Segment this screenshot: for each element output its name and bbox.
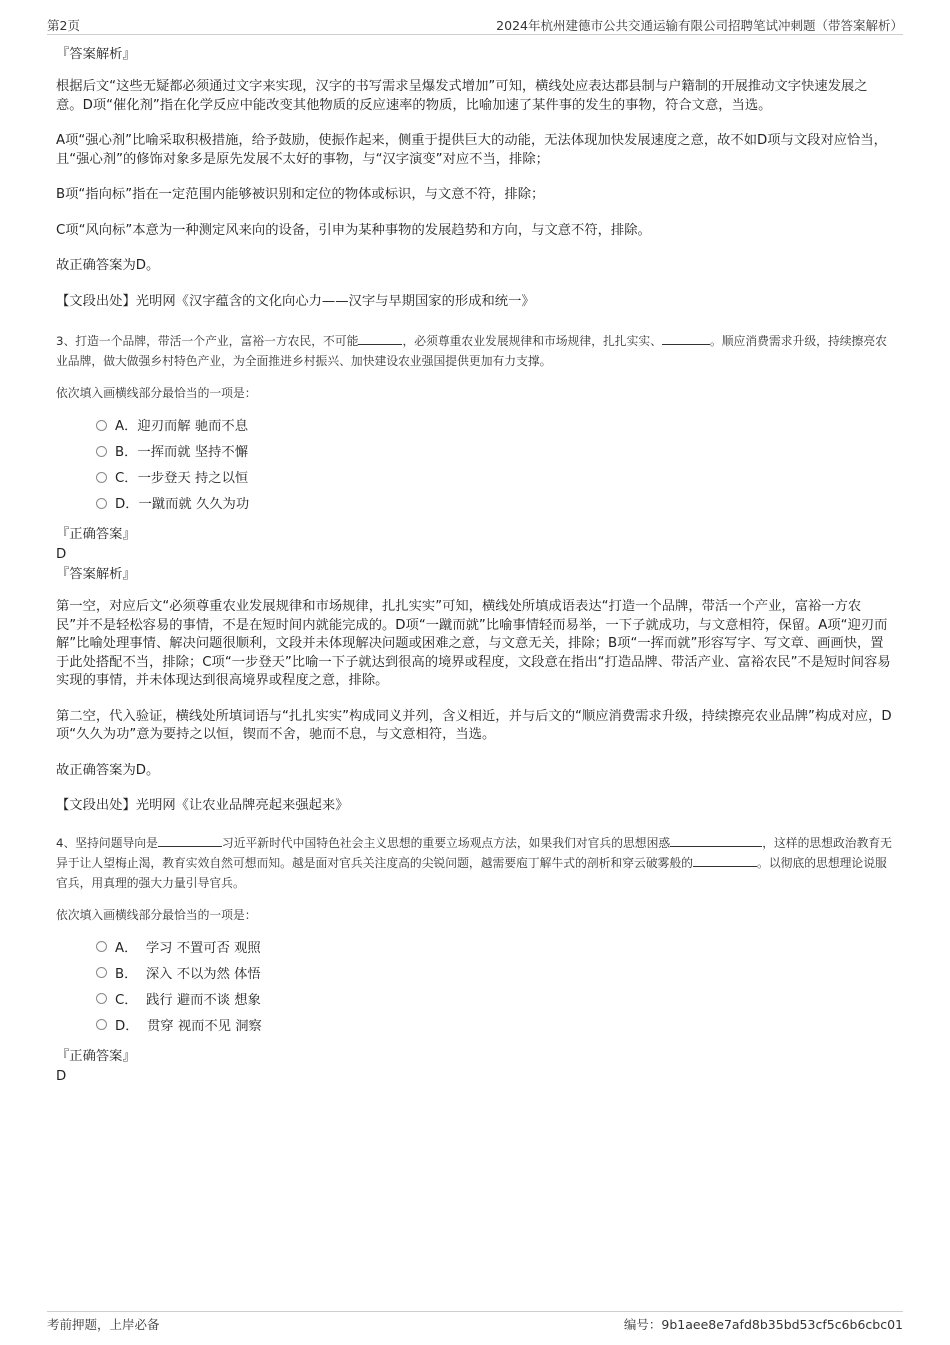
radio-icon[interactable] (96, 967, 107, 978)
q4-blank-1 (158, 834, 222, 847)
page-header (47, 14, 903, 35)
q3-option-a[interactable]: A．迎刃而解 驰而不息 (96, 414, 894, 440)
radio-icon[interactable] (96, 941, 107, 952)
radio-icon[interactable] (96, 498, 107, 509)
page-footer (47, 1311, 903, 1334)
q3-stem: 3、打造一个品牌，带活一个产业，富裕一方农民，不可能 ，必须尊重农业发展规律和市场规律，扎扎实实、 。顺应消费需求升级，持续擦亮农业品牌，做大做强乡村特色产业，为全面推进乡村振兴、加快建设农业强国提供更加有力支撑。 (56, 334, 887, 368)
radio-icon[interactable] (96, 420, 107, 431)
radio-icon[interactable] (96, 472, 107, 483)
radio-icon[interactable] (96, 1019, 107, 1030)
q4-option-a[interactable]: A． 学习 不置可否 观照 (96, 936, 894, 962)
footer-slogan: 考前押题，上岸必备 (47, 1317, 160, 1332)
document-title: 2024年杭州建德市公共交通运输有限公司招聘笔试冲刺题（带答案解析） (496, 18, 903, 33)
radio-icon[interactable] (96, 446, 107, 457)
q3-options (96, 414, 894, 518)
q2-conclusion: 故正确答案为D。 (56, 258, 160, 273)
q3-analysis-paragraph: 第二空，代入验证，横线处所填词语与“扎扎实实”构成同义并列，含义相近，并与后文的“顺应消费需求升级，持续擦亮农业品牌”构成对应，D项“久久为功”意为要持之以恒，锲而不舍，驰而不息，与文意相符，当选。 (56, 708, 892, 742)
radio-icon[interactable] (96, 993, 107, 1004)
q4-answer-label: 『正确答案』 (56, 1048, 136, 1064)
q4-options (96, 936, 894, 1040)
q4-prompt: 依次填入画横线部分最恰当的一项是： (56, 907, 257, 922)
q3-analysis-paragraph: 第一空，对应后文“必须尊重农业发展规律和市场规律，扎扎实实”可知，横线处所填成语表达“打造一个品牌，带活一个产业，富裕一方农民”并不是轻松容易的事情，不是在短时间内就能完成的。D项“一蹴而就”比喻事情轻而易举，一下子就成功，与文意相符，保留。A项“迎刃而解”比喻处理事情、解决问题很顺利，文段并未体现解决问题或困难之意，与文意无关，排除；B项“一挥而就”形容写字、写文章、画画快，置于此处搭配不当，排除；C项“一步登天”比喻一下子就达到很高的境界或程度，文段意在指出“打造品牌、带活产业、富裕农民”不是短时间容易实现的事情，并未体现达到很高境界或程度之意，排除。 (56, 599, 891, 688)
q3-source: 【文段出处】光明网《让农业品牌亮起来强起来》 (56, 798, 349, 813)
q4-answer: D (56, 1068, 67, 1084)
q3-prompt: 依次填入画横线部分最恰当的一项是： (56, 386, 257, 400)
q3-answer: D (56, 547, 67, 562)
q4-stem: 4、坚持问题导向是 习近平新时代中国特色社会主义思想的重要立场观点方法，如果我们对官兵的思想困惑 ，这样的思想政治教育无异于让人望梅止渴，教育实效自然可想而知。越是面对官兵关注度高的尖锐问题，越需要庖丁解牛式的剖析和穿云破雾般的 。以彻底的思想理论说服官兵，用真理的强大力量引导官兵。 (56, 835, 892, 890)
q2-analysis-paragraph: B项“指向标”指在一定范围内能够被识别和定位的物体或标识，与文意不符，排除； (56, 187, 545, 202)
q3-option-d[interactable]: D．一蹴而就 久久为功 (96, 492, 894, 518)
q4-blank-2 (670, 834, 762, 847)
document-code: 编号：9b1aee8e7afd8b35bd53cf5c6b6cbc01 (623, 1317, 903, 1332)
q3-answer-label: 『正确答案』 (56, 527, 136, 542)
q4-option-c[interactable]: C． 践行 避而不谈 想象 (96, 988, 894, 1014)
q2-analysis-paragraph: A项“强心剂”比喻采取积极措施，给予鼓励，使振作起来，侧重于提供巨大的动能，无法体现加快发展速度之意，故不如D项与文段对应恰当，且“强心剂”的修饰对象多是原先发展不太好的事物，与“汉字演变”对应不当，排除； (56, 133, 887, 167)
q3-option-b[interactable]: B．一挥而就 坚持不懈 (96, 440, 894, 466)
q3-blank-2 (662, 332, 710, 345)
q2-analysis-paragraph: 根据后文“这些无疑都必须通过文字来实现，汉字的书写需求呈爆发式增加”可知，横线处应表达郡县制与户籍制的开展推动文字快速发展之意。D项“催化剂”指在化学反应中能改变其他物质的反应速率的物质，比喻加速了某件事的发生的事物，符合文意，当选。 (56, 79, 868, 113)
q3-analysis-label: 『答案解析』 (56, 567, 136, 582)
q3-option-c[interactable]: C．一步登天 持之以恒 (96, 466, 894, 492)
document-body (56, 46, 894, 1086)
q2-analysis-label: 『答案解析』 (56, 47, 136, 62)
q4-blank-3 (693, 854, 757, 867)
q3-blank-1 (358, 332, 402, 345)
q4-option-d[interactable]: D． 贯穿 视而不见 洞察 (96, 1014, 894, 1040)
page-number: 第2页 (47, 18, 80, 33)
q2-analysis-paragraph: C项“风向标”本意为一种测定风来向的设备，引申为某种事物的发展趋势和方向，与文意不符，排除。 (56, 222, 651, 238)
q3-conclusion: 故正确答案为D。 (56, 762, 160, 778)
q2-source: 【文段出处】光明网《汉字蕴含的文化向心力——汉字与早期国家的形成和统一》 (56, 293, 535, 309)
q4-option-b[interactable]: B． 深入 不以为然 体悟 (96, 962, 894, 988)
